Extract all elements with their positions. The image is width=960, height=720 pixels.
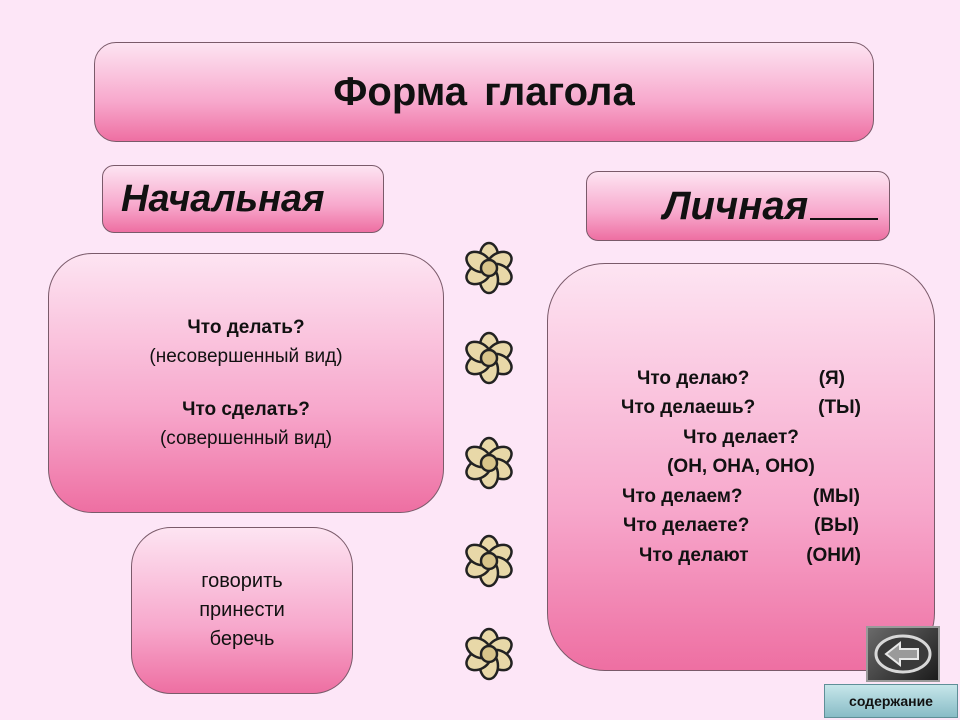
conjugation-question: Что делает? [683,426,799,448]
conjugation-pronoun: (Я) [818,367,845,389]
conjugation-question: Что делаешь? [621,397,756,419]
conjugation-pronoun: (ВЫ) [814,515,859,537]
personal-form-questions [547,263,935,671]
back-button[interactable] [866,626,940,682]
conjugation-row [637,364,845,394]
personal-form-header [586,171,890,241]
flower-icon [461,435,517,491]
flower-icon [461,533,517,589]
conjugation-row [622,482,860,512]
initial-form-questions [48,253,444,513]
conjugation-question: Что делаю? [637,367,750,389]
title-banner [94,42,874,142]
conjugation-question: Что делают [639,544,749,566]
page-title: Форма глагола [333,69,635,114]
example-word: беречь [209,628,275,650]
conjugation-row [621,423,861,453]
conjugation-pronoun: (МЫ) [812,485,860,507]
question-perfective: Что сделать? [182,399,310,420]
conjugation-pronoun: (ТЫ) [818,397,861,419]
initial-form-header [102,165,384,233]
example-word: говорить [201,570,283,592]
conjugation-pronoun: (ОНИ) [806,544,861,566]
conjugation-question: Что делаем? [622,485,743,507]
flower-icon [461,240,517,296]
flower-icon [461,330,517,386]
aspect-imperfective: (несовершенный вид) [149,346,343,367]
conjugation-question: (ОН, ОНА, ОНО) [667,456,815,478]
conjugation-row [623,511,859,541]
personal-form-label: Личная [663,183,809,228]
conjugation-row [621,452,861,482]
conjugation-row [639,541,861,571]
aspect-perfective: (совершенный вид) [159,428,333,449]
arrow-left-icon [872,632,934,676]
conjugation-row [621,393,861,423]
example-word: принести [199,599,285,621]
initial-form-examples [131,527,353,694]
flower-icon [461,626,517,682]
question-imperfective: Что делать? [187,317,305,338]
initial-form-label: Начальная [121,177,325,220]
conjugation-question: Что делаете? [623,515,750,537]
contents-button[interactable]: содержание [824,684,958,718]
underline-decoration [810,218,878,220]
